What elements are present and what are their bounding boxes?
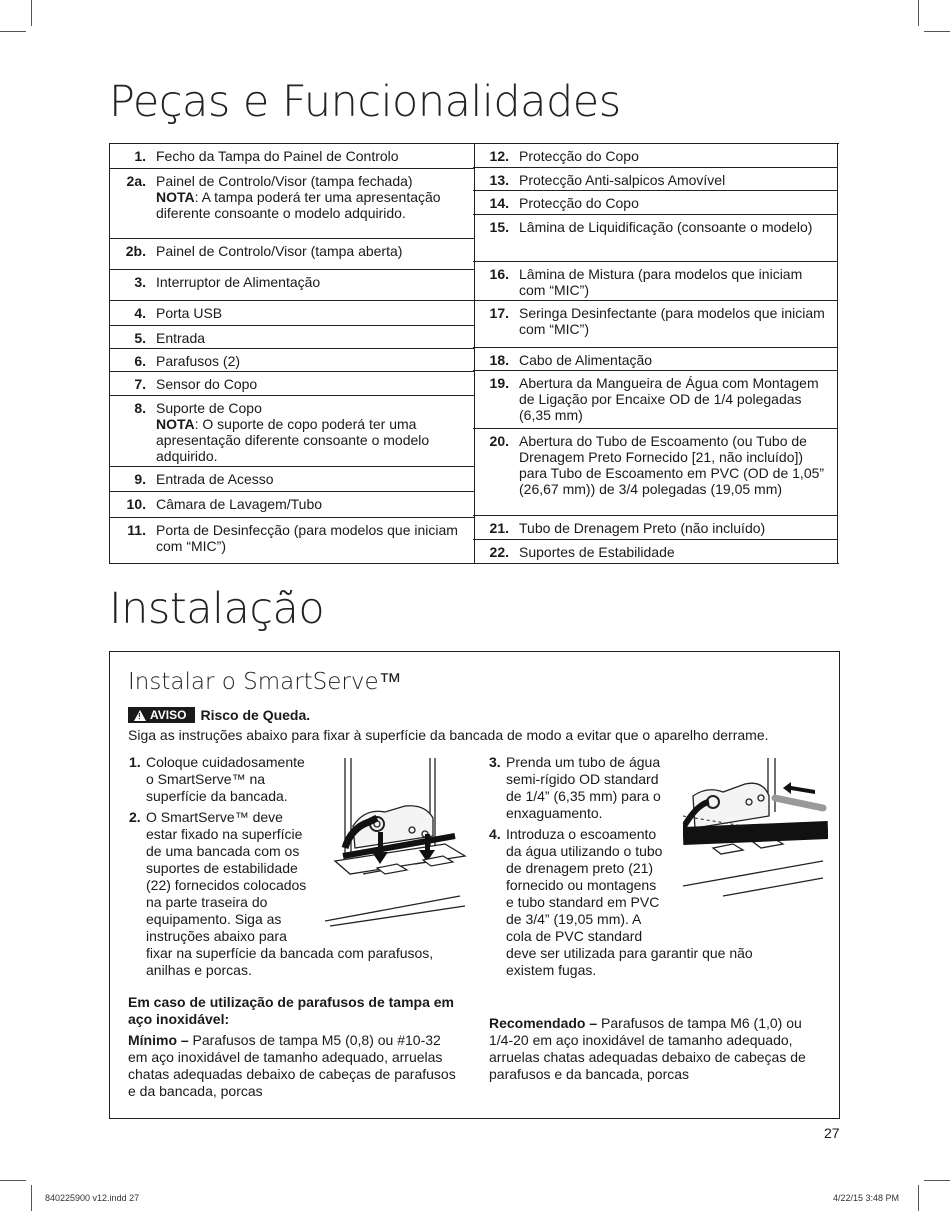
part-number: 14. (489, 195, 509, 211)
parts-row (473, 191, 837, 215)
part-label: Abertura do Tubo de Escoamento (ou Tubo de Drenagem Preto Fornecido [21, não incluído]) para Tubo de Escoamento em PVC (OD de 1,05” (26,67 mm)) de 3/4 polegadas (19,05 mm) (519, 433, 825, 497)
crop-mark (31, 0, 32, 26)
part-number: 4. (134, 305, 146, 321)
step-line: cola de PVC standard (506, 928, 643, 944)
parts-row (473, 144, 837, 168)
step-line: Prenda um tubo de água (506, 754, 661, 770)
step-number: 3. (489, 754, 501, 770)
parts-row (110, 372, 474, 396)
step-line: anilhas e porcas. (146, 962, 252, 978)
part-label: Lâmina de Liquidificação (consoante o modelo) (519, 219, 813, 235)
install-box (109, 651, 840, 1119)
parts-row (473, 348, 837, 371)
note-text: : A tampa poderá ter uma apresentação diferente consoante o modelo adquirido. (156, 189, 441, 221)
step-number: 4. (489, 826, 501, 842)
parts-row (110, 518, 474, 563)
step-line: de 1/4” (6,35 mm) para o (506, 788, 661, 804)
step-line: O SmartServe™ deve (146, 809, 283, 825)
stainless-heading (128, 994, 458, 1028)
part-number: 10. (126, 496, 146, 512)
part-label: Parafusos (2) (156, 353, 241, 369)
parts-row (110, 349, 474, 372)
part-label-text: Painel de Controlo/Visor (tampa fechada) (156, 173, 413, 189)
part-label: Porta USB (156, 305, 223, 321)
install-step (129, 754, 329, 806)
step-line: de uma bancada com os (146, 843, 300, 859)
warning-line (128, 707, 310, 723)
step-number: 2. (129, 809, 141, 825)
section-title: Instalação (109, 584, 325, 634)
part-number: 11. (127, 522, 146, 538)
step-line: superfície da bancada. (146, 788, 288, 804)
parts-row (473, 215, 837, 262)
recommended-paragraph (489, 1015, 829, 1083)
part-number: 2a. (126, 173, 146, 189)
step-line: de 3/4” (19,05 mm). A (506, 911, 642, 927)
parts-column-right (473, 144, 838, 563)
step-line: estar fixado na superfície (146, 826, 303, 842)
step-line: Introduza o escoamento (506, 826, 657, 842)
part-label-text: Suporte de Copo (156, 400, 262, 416)
crop-mark (924, 1180, 950, 1181)
print-slug-file: 840225900 v12.indd 27 (45, 1193, 140, 1203)
part-number: 15. (489, 219, 509, 235)
part-number: 22. (489, 544, 509, 560)
part-number: 3. (134, 274, 146, 290)
parts-row (473, 540, 837, 563)
parts-row (110, 492, 474, 518)
part-label: Suportes de Estabilidade (519, 544, 675, 560)
page-title: Peças e Funcionalidades (109, 77, 621, 127)
step-text (146, 754, 305, 805)
recommended-text: Parafusos de tampa M6 (1,0) ou 1/4-20 em aço inoxidável de tamanho adequado, arruelas chatas adequadas debaixo de cabeças de parafusos e da bancada, porcas (489, 1015, 806, 1082)
part-label (156, 400, 474, 466)
step-line: de drenagem preto (21) (506, 860, 654, 876)
step-line: instruções abaixo para (146, 928, 287, 944)
part-number: 20. (489, 433, 509, 449)
part-label: Fecho da Tampa do Painel de Controlo (156, 148, 399, 164)
parts-row (473, 371, 837, 429)
part-label: Interruptor de Alimentação (156, 274, 321, 290)
crop-mark (31, 1185, 32, 1211)
warning-badge-label: AVISO (150, 708, 187, 722)
part-label: Abertura da Mangueira de Água com Montagem de Ligação por Encaixe OD de 1/4 polegadas (6,35 mm) (519, 375, 819, 423)
minimum-paragraph (128, 1032, 458, 1100)
part-label: Porta de Desinfecção (para modelos que iniciam com “MIC”) (156, 522, 458, 554)
step-line: suportes de estabilidade (146, 860, 298, 876)
step-line: na parte traseira do (146, 894, 268, 910)
step-line: (22) fornecidos colocados (146, 877, 307, 893)
step-line: deve ser utilizada para garantir que não (506, 945, 753, 961)
countertop-bracket-illustration (325, 756, 475, 928)
part-number: 1. (134, 148, 146, 164)
part-number: 5. (134, 330, 146, 346)
step-text (506, 754, 661, 822)
install-heading: Instalar o SmartServe™ (128, 669, 402, 695)
parts-table (109, 143, 839, 564)
part-label: Tubo de Drenagem Preto (não incluído) (519, 520, 766, 536)
water-drain-illustration (683, 756, 828, 898)
step-line: fixar na superfície da bancada com parafusos, (146, 945, 434, 961)
stainless-heading-text: Em caso de utilização de parafusos de tampa em aço inoxidável: (128, 994, 454, 1027)
step-number: 1. (129, 754, 141, 770)
part-number: 12. (489, 148, 509, 164)
parts-row (110, 239, 474, 270)
part-number: 8. (134, 400, 146, 416)
crop-mark (0, 31, 26, 32)
parts-row (473, 429, 837, 516)
step-line: existem fugas. (506, 962, 597, 978)
part-number: 13. (489, 172, 509, 188)
parts-row (110, 301, 474, 326)
part-number: 16. (489, 266, 509, 282)
part-number: 2b. (125, 243, 146, 259)
note-label: NOTA (156, 416, 195, 432)
part-label: Entrada (156, 330, 206, 346)
parts-row (110, 169, 474, 239)
recommended-label: Recomendado – (489, 1015, 598, 1031)
parts-row (473, 168, 837, 191)
part-label: Protecção do Copo (519, 148, 639, 164)
part-label (156, 173, 474, 238)
install-step (489, 754, 689, 824)
step-line: o SmartServe™ na (146, 771, 266, 787)
minimum-label: Mínimo – (128, 1032, 189, 1048)
step-line: da água utilizando o tubo (506, 843, 663, 859)
parts-row (473, 301, 837, 348)
step-line: enxaguamento. (506, 805, 603, 821)
warning-badge (128, 707, 195, 723)
part-label: Câmara de Lavagem/Tubo (156, 496, 323, 512)
warning-title: Risco de Queda. (200, 707, 311, 723)
note-text: : O suporte de copo poderá ter uma apresentação diferente consoante o modelo adquirido. (156, 416, 430, 464)
part-label: Protecção do Copo (519, 195, 639, 211)
part-number: 19. (489, 375, 509, 391)
part-number: 9. (134, 471, 146, 487)
parts-row (110, 467, 474, 492)
install-intro: Siga as instruções abaixo para fixar à superfície da bancada de modo a evitar que o aparelho derrame. (128, 727, 769, 743)
part-number: 21. (489, 520, 509, 536)
part-label: Protecção Anti-salpicos Amovível (519, 172, 726, 188)
part-label: Lâmina de Mistura (para modelos que iniciam com “MIC”) (519, 266, 803, 298)
warning-icon: ! (134, 710, 146, 721)
parts-row (110, 326, 474, 349)
part-number: 17. (489, 305, 509, 321)
step-line: e tubo standard em PVC (506, 894, 660, 910)
crop-mark (0, 1180, 26, 1181)
parts-row (110, 270, 474, 301)
part-label: Cabo de Alimentação (519, 352, 653, 368)
part-label: Sensor do Copo (156, 376, 258, 392)
note-label: NOTA (156, 189, 195, 205)
step-line: Coloque cuidadosamente (146, 754, 305, 770)
part-number: 18. (489, 352, 509, 368)
parts-row (110, 396, 474, 467)
parts-row (473, 262, 837, 301)
step-line: fornecido ou montagens (506, 877, 657, 893)
part-number: 7. (134, 376, 146, 392)
part-label: Seringa Desinfectante (para modelos que iniciam com “MIC”) (519, 305, 825, 337)
crop-mark (924, 31, 950, 32)
part-label: Entrada de Acesso (156, 471, 274, 487)
minimum-text: Parafusos de tampa M5 (0,8) ou #10-32 em aço inoxidável de tamanho adequado, arruelas chatas adequadas debaixo de cabeças de parafusos e da bancada, porcas (128, 1032, 456, 1099)
step-line: equipamento. Siga as (146, 911, 282, 927)
crop-mark (918, 0, 919, 26)
parts-row (110, 144, 474, 169)
parts-row (473, 516, 837, 540)
step-line: semi-rígido OD standard (506, 771, 659, 787)
parts-column-left (109, 144, 475, 563)
page-number: 27 (824, 1125, 840, 1141)
print-slug-date: 4/22/15 3:48 PM (833, 1193, 900, 1203)
part-label: Painel de Controlo/Visor (tampa aberta) (156, 243, 403, 259)
crop-mark (918, 1185, 919, 1211)
part-number: 6. (134, 353, 146, 369)
